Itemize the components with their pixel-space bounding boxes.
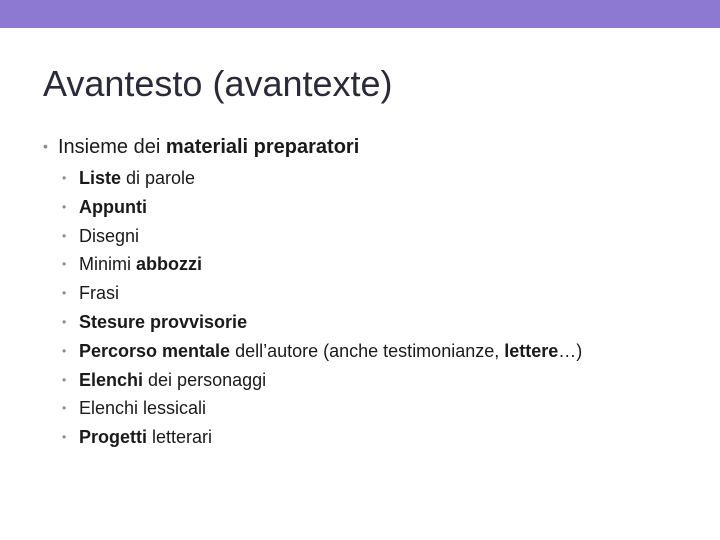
- sub-bullet-item: [62, 193, 582, 222]
- bullet-icon: •: [62, 314, 67, 329]
- bullet-icon: •: [62, 228, 67, 243]
- sub-bullet-bold-text: Progetti: [79, 427, 148, 448]
- sub-bullet-item: [62, 337, 582, 366]
- slide-title: Avantesto (avantexte): [43, 63, 393, 104]
- bullet-icon: •: [43, 138, 48, 154]
- sub-bullet-bold-text: Appunti: [79, 196, 147, 217]
- sub-bullet-bold-text: Percorso mentale: [79, 340, 231, 361]
- sub-bullet-bold-text: Stesure provvisorie: [79, 311, 248, 332]
- sub-bullet-text: Frasi: [79, 283, 119, 304]
- sub-bullet-item: [62, 279, 582, 308]
- bullet-icon: •: [62, 286, 67, 301]
- sub-bullet-bold-text: lettere: [504, 340, 559, 361]
- bullet-icon: •: [62, 372, 67, 387]
- main-bullet-text: Insieme dei: [58, 136, 166, 158]
- sub-bullet-text: Elenchi lessicali: [79, 398, 207, 419]
- sub-bullet-item: [62, 308, 582, 337]
- sub-bullet-bold-text: Liste: [79, 168, 122, 188]
- sub-bullet-text: dell’autore (anche testimonianze,: [230, 340, 505, 361]
- main-bullet: [43, 132, 359, 161]
- sub-bullet-item: [62, 164, 582, 193]
- sub-bullet-text: Disegni: [79, 225, 140, 246]
- sub-bullet-bold-text: Elenchi: [79, 369, 144, 390]
- sub-bullet-item: [62, 394, 582, 423]
- bullet-icon: •: [62, 401, 67, 416]
- sub-bullet-item: [62, 423, 582, 452]
- sub-bullet-text: dei personaggi: [143, 369, 267, 390]
- top-accent-bar: [0, 0, 720, 28]
- sub-bullet-text: Minimi: [79, 254, 136, 275]
- main-bullet-bold-text: materiali preparatori: [165, 136, 360, 158]
- bullet-icon: •: [62, 171, 67, 185]
- sub-bullet-text: di parole: [121, 168, 196, 188]
- bullet-icon: •: [62, 343, 67, 358]
- sub-bullet-text: …): [558, 340, 583, 361]
- sub-bullet-bold-text: abbozzi: [136, 254, 202, 275]
- sub-bullet-item: [62, 250, 582, 279]
- sub-bullet-item: [62, 222, 582, 251]
- sub-bullet-item: [62, 366, 582, 395]
- sub-bullet-list: [62, 164, 582, 452]
- bullet-icon: •: [62, 199, 67, 214]
- bullet-icon: •: [62, 257, 67, 272]
- bullet-icon: •: [62, 430, 67, 445]
- sub-bullet-text: letterari: [147, 427, 213, 448]
